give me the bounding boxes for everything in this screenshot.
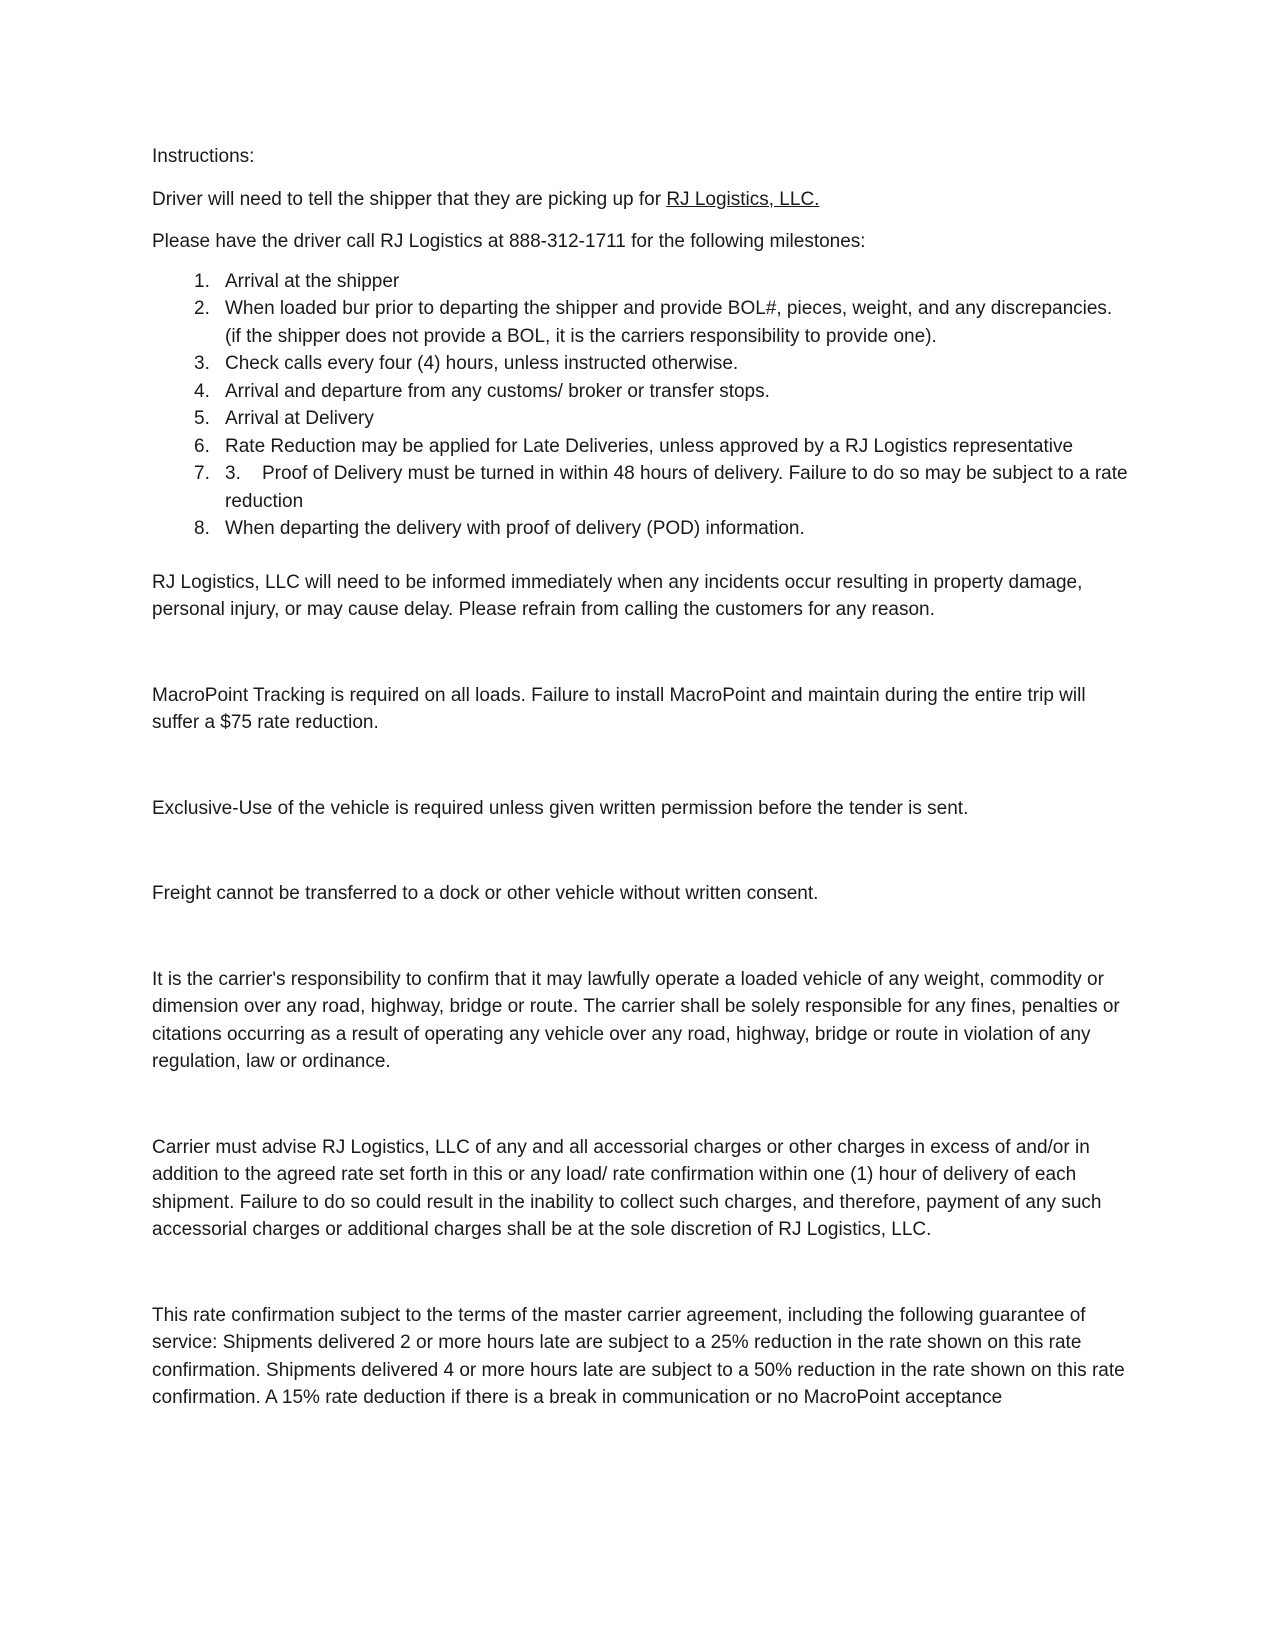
milestone-list [152,268,1132,543]
list-item [152,295,1132,350]
rate-confirmation-paragraph: This rate confirmation subject to the terms of the master carrier agreement, including the following guarantee of service: Shipments delivered 2 or more hours late are subject to a 25% reduction in the rate shown on this rate confirmation. Shipments delivered 4 or more hours late are subject to a 50% reduction in the rate shown on this rate confirmation. A 15% rate deduction if there is a break in communication or no MacroPoint acceptance [152,1304,1125,1408]
list-item [152,405,1132,433]
list-item-text: Rate Reduction may be applied for Late Deliveries, unless approved by a RJ Logistics representative [225,435,1074,457]
macropoint-paragraph: MacroPoint Tracking is required on all loads. Failure to install MacroPoint and maintain during the entire trip will suffer a $75 rate reduction. [152,684,1086,733]
document-page [152,143,1132,1412]
list-item [152,515,1132,543]
call-instruction: Please have the driver call RJ Logistics at 888-312-1711 for the following milestones: [152,231,866,252]
list-item [152,268,1132,296]
list-item-text: 3. Proof of Delivery must be turned in within 48 hours of delivery. Failure to do so may be subject to a rate reduction [225,463,1133,512]
incidents-paragraph: RJ Logistics, LLC will need to be informed immediately when any incidents occur resulting in property damage, personal injury, or may cause delay. Please refrain from calling the customers for any reason. [152,571,1083,620]
driver-pickup-instruction [152,186,1132,214]
accessorial-charges-paragraph: Carrier must advise RJ Logistics, LLC of any and all accessorial charges or other charges in excess of and/or in addition to the agreed rate set forth in this or any load/ rate confirmation within one (1) hour of delivery of each shipment. Failure to do so could result in the inability to collect such charges, and therefore, payment of any such accessorial charges or additional charges shall be at the sole discretion of RJ Logistics, LLC. [152,1136,1102,1240]
company-name: RJ Logistics, LLC. [666,188,820,210]
instructions-heading: Instructions: [152,146,255,167]
list-item-number: 7. [194,463,210,484]
list-item-number: 4. [194,380,210,402]
list-item-number: 3. [194,353,210,374]
list-item [152,378,1132,406]
carrier-responsibility-paragraph: It is the carrier's responsibility to confirm that it may lawfully operate a loaded vehicle of any weight, commodity or dimension over any road, highway, bridge or route. The carrier shall be solely responsible for any fines, penalties or citations occurring as a result of operating any vehicle over any road, highway, bridge or route in violation of any regulation, law or ordinance. [152,968,1120,1072]
driver-pickup-text: Driver will need to tell the shipper that they are picking up for [152,188,667,210]
list-item-text: Arrival at the shipper [225,270,400,292]
list-item-text: When departing the delivery with proof of delivery (POD) information. [225,518,805,539]
freight-transfer-paragraph: Freight cannot be transferred to a dock or other vehicle without written consent. [152,883,819,904]
list-item-number: 1. [194,270,210,292]
list-item [152,433,1132,461]
list-item-text: Arrival at Delivery [225,408,374,429]
list-item-text: When loaded bur prior to departing the shipper and provide BOL#, pieces, weight, and any discrepancies. (if the shipper does not provide a BOL, it is the carriers responsibility to provide one). [225,298,1113,347]
list-item-number: 6. [194,435,210,457]
exclusive-use-paragraph: Exclusive-Use of the vehicle is required unless given written permission before the tender is sent. [152,797,969,819]
list-item-text: Check calls every four (4) hours, unless instructed otherwise. [225,353,739,374]
list-item [152,350,1132,378]
list-item [152,460,1132,515]
list-item-text: Arrival and departure from any customs/ broker or transfer stops. [225,380,770,402]
list-item-number: 8. [194,518,210,539]
list-item-number: 5. [194,408,210,429]
list-item-number: 2. [194,298,210,319]
